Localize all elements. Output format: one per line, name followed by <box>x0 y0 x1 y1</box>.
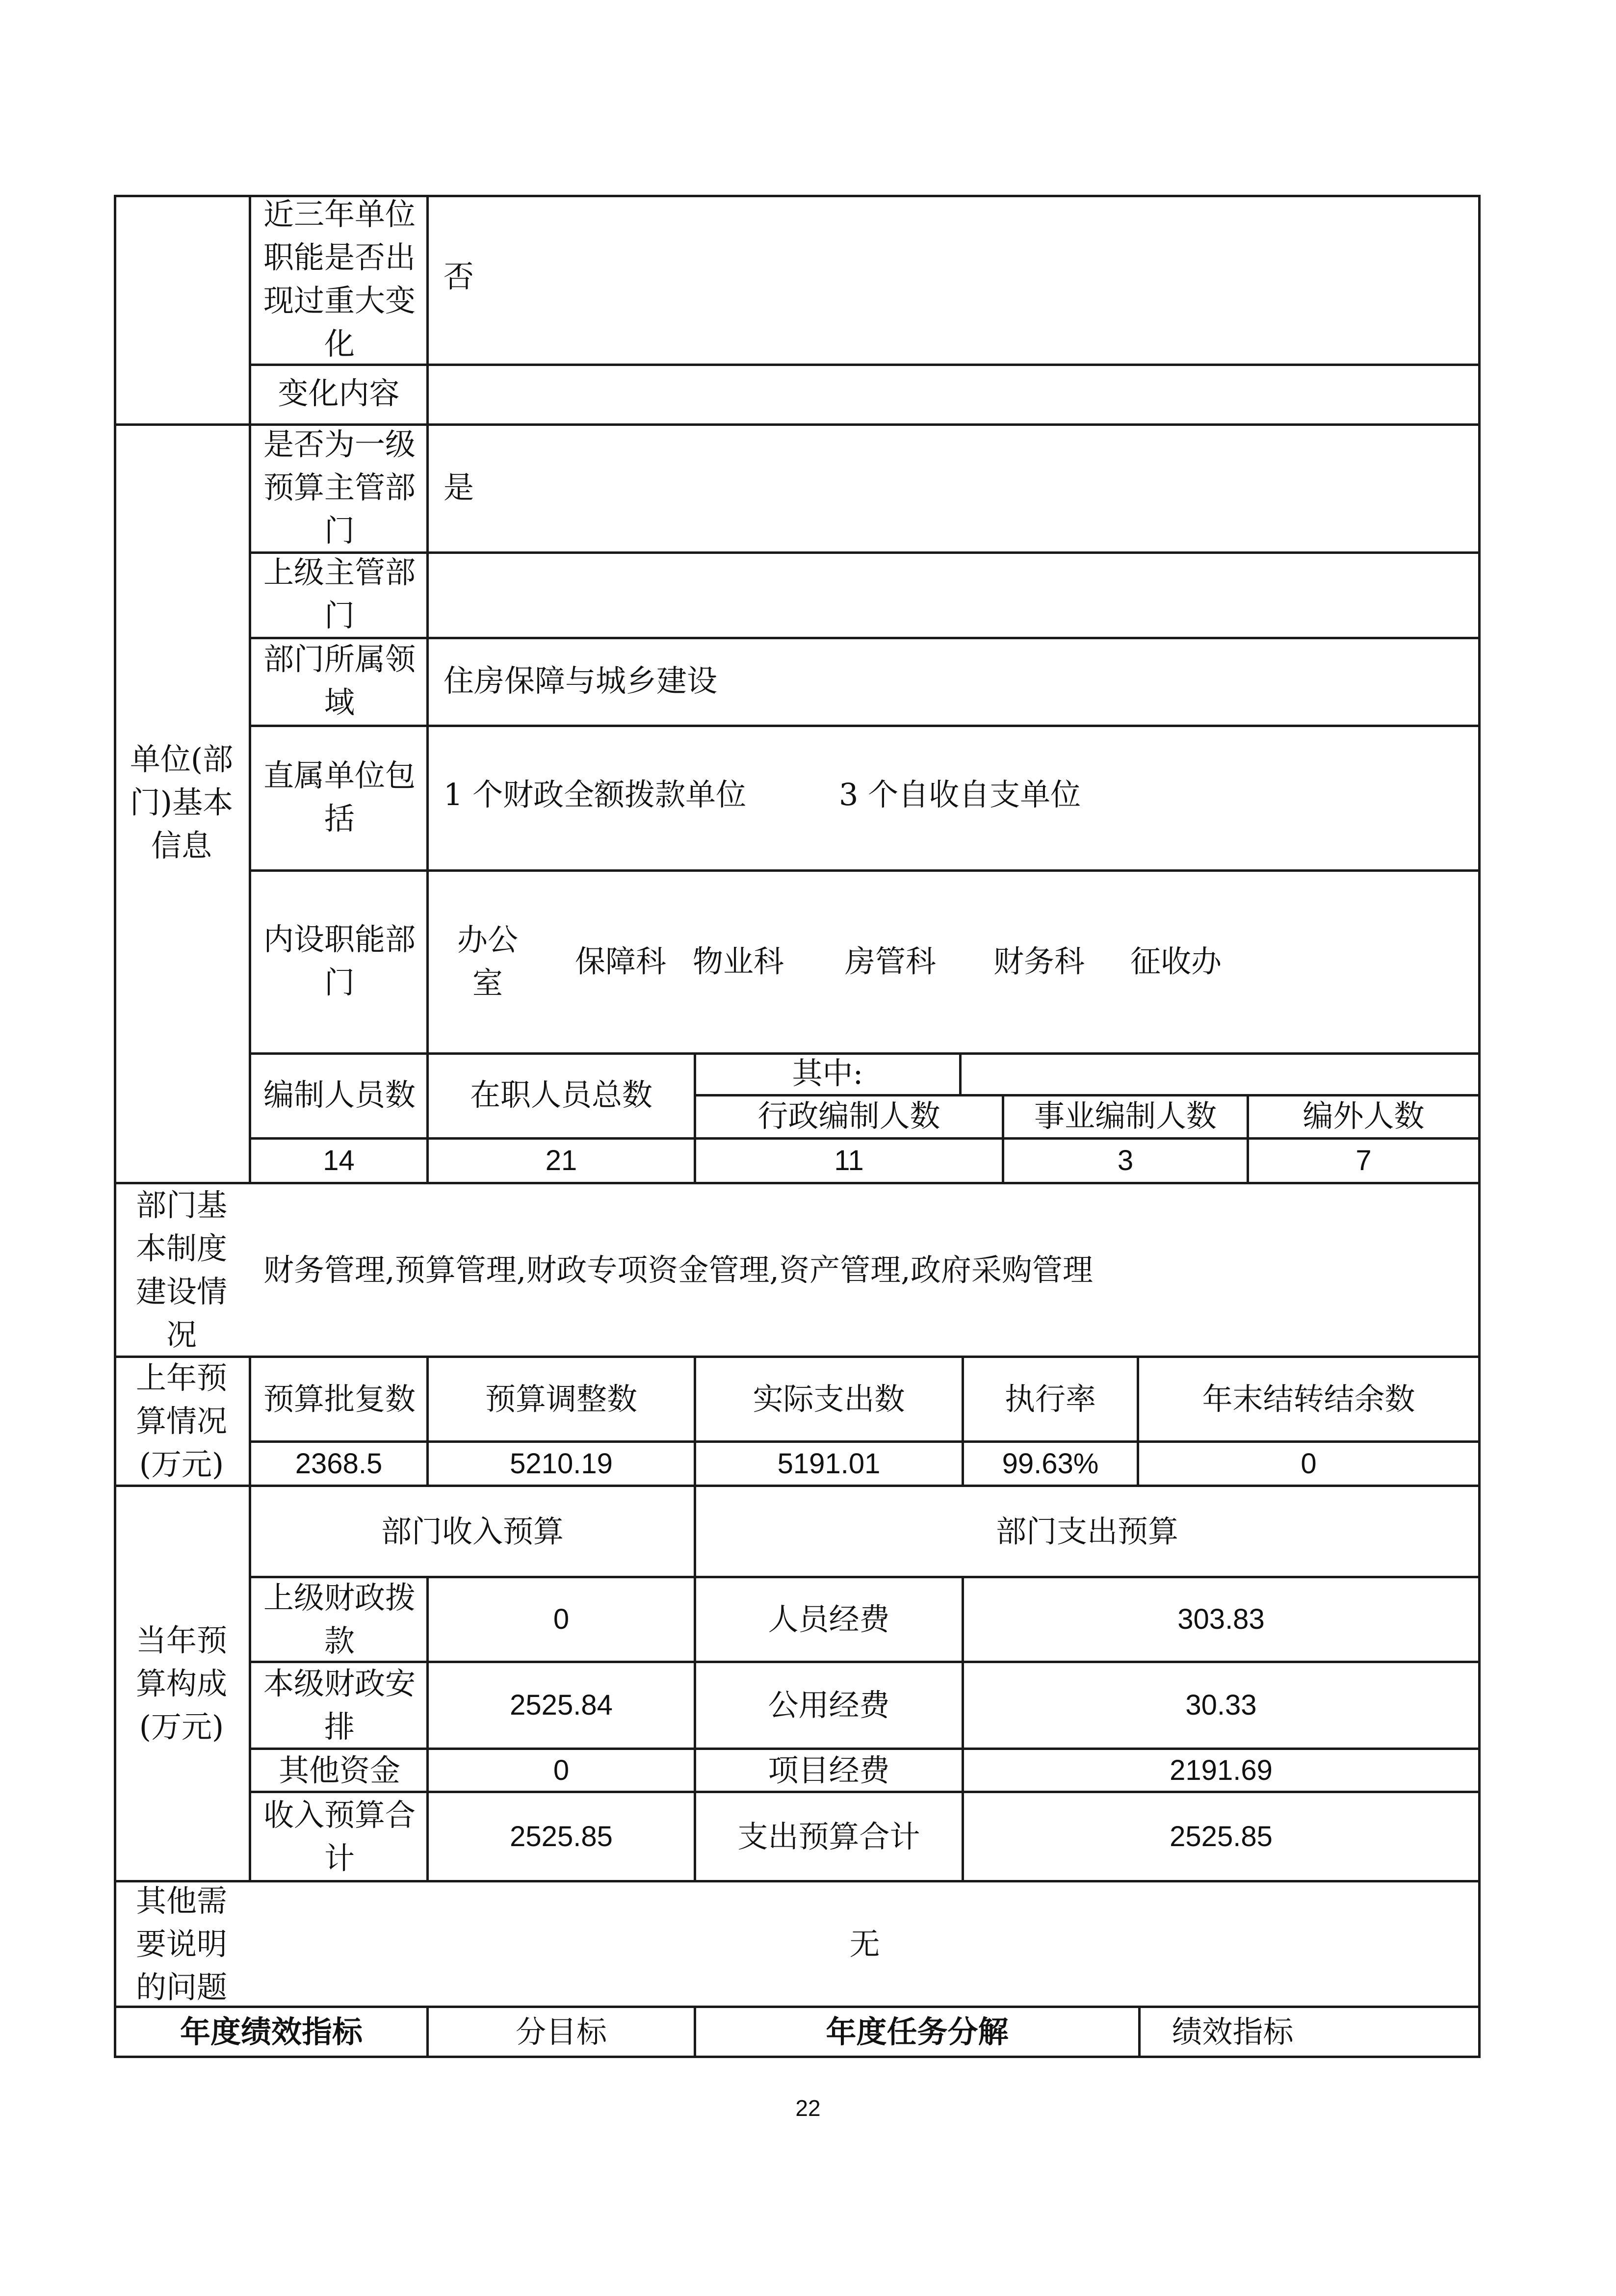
expense-label: 项目经费 <box>768 1752 890 1788</box>
internal-depts-label: 内设职能部门 <box>263 921 416 1000</box>
income-label: 本级财政安排 <box>263 1666 416 1745</box>
other-label: 其他需要说明的问题 <box>135 1882 227 2005</box>
last-year-header: 预算批复数 <box>263 1381 416 1417</box>
outside-value: 7 <box>1355 1145 1372 1176</box>
indicator-header: 绩效指标 <box>1172 2013 1294 2050</box>
income-value: 2525.85 <box>510 1820 613 1852</box>
expense-label: 支出预算合计 <box>737 1818 920 1854</box>
expense-value: 2525.85 <box>1170 1820 1273 1852</box>
among-label: 其中: <box>792 1055 863 1091</box>
field-value: 住房保障与城乡建设 <box>443 662 718 699</box>
direct-units-label: 直属单位包括 <box>263 757 416 836</box>
last-year-value: 5191.01 <box>777 1447 881 1480</box>
last-year-value: 2368.5 <box>295 1447 383 1480</box>
outside-label: 编外人数 <box>1303 1098 1425 1134</box>
institution-value: 3 <box>1117 1145 1134 1176</box>
expense-label: 人员经费 <box>768 1601 890 1637</box>
internal-dept-item: 征收办 <box>1130 943 1222 979</box>
internal-dept-item: 办公室 <box>457 922 518 1001</box>
last-year-value: 5210.19 <box>510 1447 613 1480</box>
func-change-label: 近三年单位职能是否出现过重大变化 <box>263 196 416 362</box>
change-content-label: 变化内容 <box>278 375 400 411</box>
internal-dept-item: 物业科 <box>692 943 784 979</box>
last-year-label: 上年预算情况(万元) <box>135 1360 227 1482</box>
expense-value: 30.33 <box>1185 1689 1257 1721</box>
quota-label: 编制人员数 <box>263 1076 416 1113</box>
unit-info-group-label: 单位(部门)基本信息 <box>130 741 234 863</box>
expense-value: 303.83 <box>1177 1603 1265 1635</box>
admin-label: 行政编制人数 <box>757 1098 940 1134</box>
direct-units-value-b: 3 个自收自支单位 <box>839 776 1081 812</box>
income-value: 0 <box>553 1754 570 1786</box>
last-year-value: 99.63% <box>1002 1447 1099 1480</box>
last-year-header: 预算调整数 <box>485 1381 637 1417</box>
internal-dept-item: 房管科 <box>844 943 936 979</box>
last-year-header: 执行率 <box>1004 1381 1096 1417</box>
field-label: 部门所属领域 <box>263 641 416 720</box>
first-level-label: 是否为一级预算主管部门 <box>263 426 416 548</box>
last-year-header: 年末结转结余数 <box>1202 1381 1415 1417</box>
first-level-value: 是 <box>443 469 474 505</box>
direct-units-value-a: 1 个财政全额拨款单位 <box>443 776 747 812</box>
quota-value: 14 <box>323 1145 355 1176</box>
institution-label: 事业编制人数 <box>1034 1098 1217 1134</box>
admin-value: 11 <box>834 1145 864 1176</box>
income-label: 上级财政拨款 <box>263 1580 416 1659</box>
current-year-label: 当年预算构成(万元) <box>135 1622 227 1745</box>
other-value: 无 <box>849 1926 880 1962</box>
superior-value <box>429 551 1478 637</box>
systems-label: 部门基本制度建设情况 <box>135 1187 227 1353</box>
income-value: 2525.84 <box>510 1689 613 1721</box>
indicator-header: 分目标 <box>515 2013 607 2050</box>
func-change-value: 否 <box>443 259 474 294</box>
internal-dept-item: 财务科 <box>993 943 1085 979</box>
systems-value: 财务管理,预算管理,财政专项资金管理,资产管理,政府采购管理 <box>263 1252 1093 1288</box>
income-value: 0 <box>553 1603 570 1635</box>
superior-label: 上级主管部门 <box>263 554 416 633</box>
expense-header: 部门支出预算 <box>995 1513 1178 1549</box>
total-staff-label: 在职人员总数 <box>469 1076 652 1113</box>
income-label: 其他资金 <box>278 1752 400 1788</box>
income-header: 部门收入预算 <box>381 1513 564 1549</box>
indicator-header: 年度任务分解 <box>826 2013 1009 2050</box>
internal-dept-item: 保障科 <box>574 943 666 979</box>
expense-value: 2191.69 <box>1170 1754 1273 1786</box>
last-year-header: 实际支出数 <box>753 1381 905 1417</box>
expense-label: 公用经费 <box>768 1687 890 1723</box>
change-content-value <box>429 364 1478 423</box>
total-staff-value: 21 <box>545 1145 577 1176</box>
indicator-header: 年度绩效指标 <box>180 2013 363 2050</box>
page-number: 22 <box>795 2095 821 2121</box>
income-label: 收入预算合计 <box>263 1797 416 1876</box>
last-year-value: 0 <box>1301 1447 1317 1480</box>
